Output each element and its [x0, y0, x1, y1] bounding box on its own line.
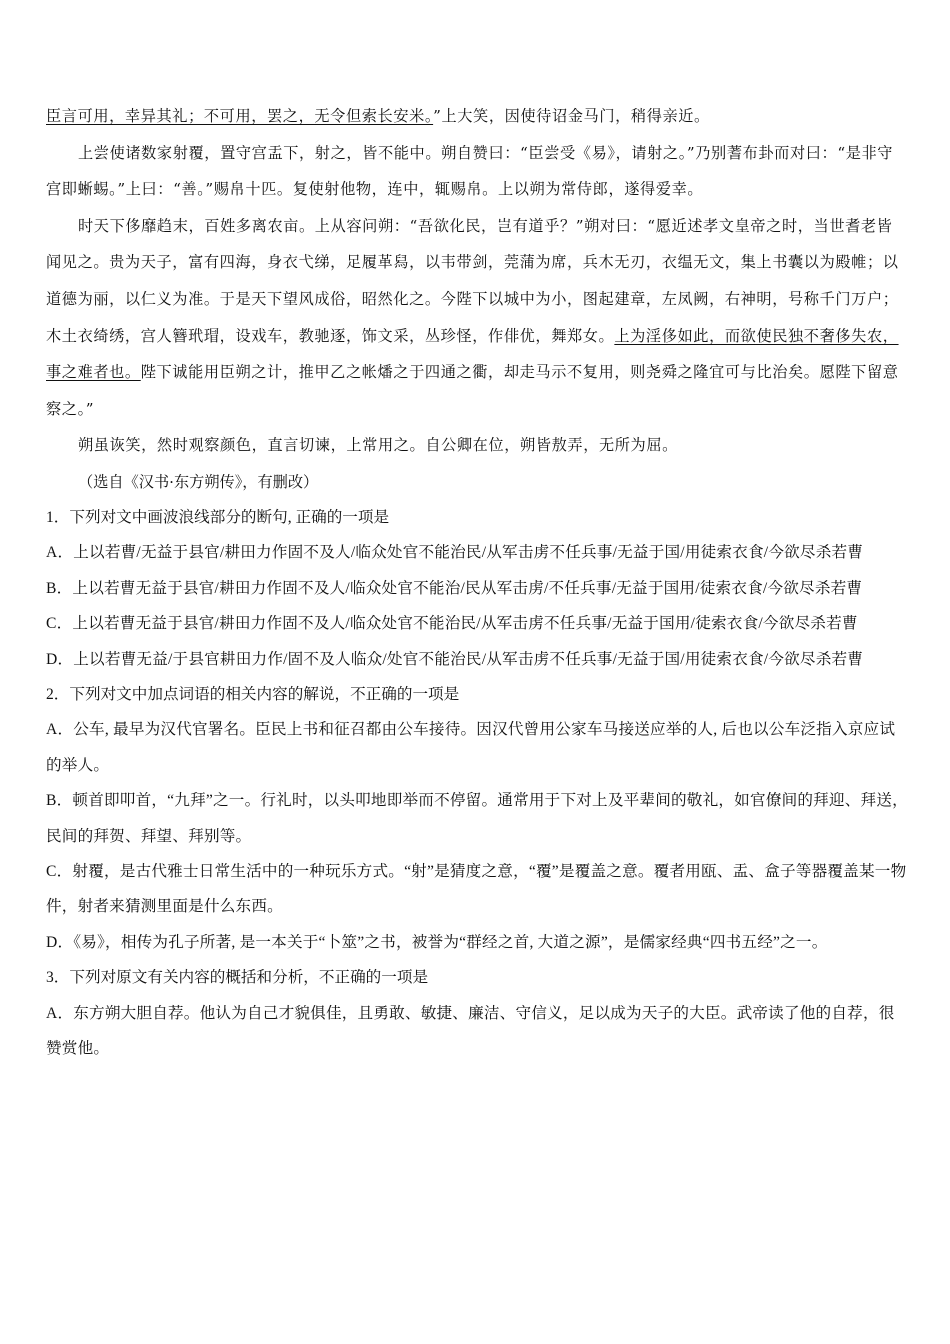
- answer-option: B．上以若曹无益于县官/耕田力作固不及人/临众处官不能治/民从军击虏/不任兵事/无益于国用/徒索衣食/今欲尽杀若曹: [46, 579, 863, 597]
- answer-option: C．射覆，是古代雅士日常生活中的一种玩乐方式。“射”是猜度之意，“覆”是覆盖之意。覆者用瓯、盂、盒子等器覆盖某一物件，射者来猜测里面是什么东西。: [46, 863, 907, 916]
- question-2: [46, 677, 908, 960]
- answer-option: C．上以若曹无益于县官/耕田力作固不及人/临众处官不能治民/从军击虏不任兵事/无益于国用/徒索衣食/今欲尽杀若曹: [46, 615, 858, 633]
- paragraph-text: 陛下诚能用臣朔之计，推甲乙之帐燔之于四通之衢，却走马示不复用，则尧舜之隆宜可与比治矣。愿陛下留意察之。”: [46, 363, 899, 418]
- question-1: [46, 500, 908, 677]
- passage-paragraph: [46, 98, 908, 135]
- passage-paragraph: [46, 208, 908, 428]
- source-citation: （选自《汉书·东方朔传》，有删改）: [78, 472, 319, 491]
- answer-option: D．《易》，相传为孔子所著, 是一本关于“卜筮”之书，被誉为“群经之首, 大道之源”，是儒家经典“四书五经”之一。: [46, 933, 828, 951]
- answer-option: D．上以若曹无益/于县官耕田力作/固不及人临众/处官不能治民/从军击虏不任兵事/无益于国/用徒索衣食/今欲尽杀若曹: [46, 650, 864, 668]
- answer-option: A．上以若曹/无益于县官/耕田力作固不及人/临众处官不能治民/从军击虏不任兵事/无益于国/用徒索衣食/今欲尽杀若曹: [46, 544, 864, 562]
- answer-option: A．公车, 最早为汉代官署名。臣民上书和征召都由公车接待。因汉代曾用公家车马接送应举的人, 后也以公车泛指入京应试的举人。: [46, 721, 896, 774]
- question-stem: 1．下列对文中画波浪线部分的断句, 正确的一项是: [46, 508, 390, 526]
- answer-option: A．东方朔大胆自荐。他认为自己才貌俱佳，且勇敢、敏捷、廉洁、守信义，足以成为天子的大臣。武帝读了他的自荐，很赞赏他。: [46, 1004, 895, 1058]
- underlined-sentence: 上为淫侈如此，而欲使民独不奢侈失农，事之难者也。: [46, 326, 899, 382]
- passage-paragraph: 朔虽诙笑，然时观察颜色，直言切谏，上常用之。自公卿在位，朔皆敖弄，无所为屈。: [78, 436, 678, 455]
- passage-paragraph: 上尝使诸数家射覆，置守宫盂下，射之，皆不能中。朔自赞曰：“臣尝受《易》，请射之。”乃别蓍布卦而对曰：“是非守宫即蜥蜴。”上曰：“善。”赐帛十匹。复使射他物，连中，辄赐帛。上以朔为常侍郎，遂得爱幸。: [46, 143, 894, 199]
- answer-option: B．顿首即叩首，“九拜”之一。行礼时，以头叩地即举而不停留。通常用于下对上及平辈间的敬礼，如官僚间的拜迎、拜送，民间的拜贺、拜望、拜别等。: [46, 792, 908, 845]
- question-stem: 3．下列对原文有关内容的概括和分析，不正确的一项是: [46, 969, 429, 987]
- question-3: [46, 960, 908, 1066]
- underlined-sentence: 臣言可用，幸异其礼；不可用，罢之，无令但索长安米。: [46, 107, 434, 125]
- paragraph-text: ”上大笑，因使待诏金马门，稍得亲近。: [433, 107, 710, 125]
- document-page: [46, 98, 908, 1066]
- paragraph-text: 时天下侈靡趋末，百姓多离农亩。上从容问朔：“吾欲化民，岂有道乎？”朔对曰：“愿近述孝文皇帝之时，当世耆老皆闻见之。贵为天子，富有四海，身衣弋绨，足履革舄，以韦带剑，莞蒲为席，兵木无刃，衣缊无文，集上书囊以为殿帷；以道德为丽，以仁义为准。于是天下望风成俗，昭然化之。今陛下以城中为小，图起建章，左凤阙，右神明，号称千门万户；木土衣绮绣，宫人簪玳瑁，设戏车，教驰逐，饰文采，丛珍怪，作俳优，舞郑女。: [46, 216, 899, 345]
- question-stem: 2．下列对文中加点词语的相关内容的解说，不正确的一项是: [46, 685, 460, 703]
